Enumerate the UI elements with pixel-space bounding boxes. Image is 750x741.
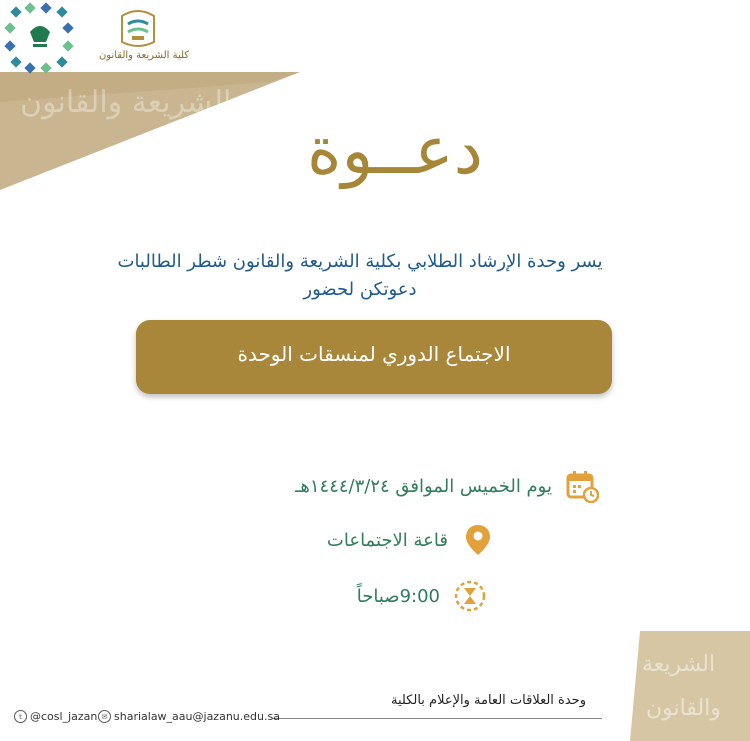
- event-date: يوم الخميس الموافق ١٤٤٤/٣/٢٤هـ: [295, 475, 552, 497]
- event-time: 9:00صباحاً: [356, 585, 440, 607]
- college-logo: [92, 6, 184, 72]
- vision-logo: [4, 2, 76, 74]
- footer-unit: وحدة العلاقات العامة والإعلام بالكلية: [390, 693, 586, 708]
- event-banner: [136, 320, 612, 394]
- footer-divider: [272, 718, 602, 719]
- twitter-handle: @cosl_jazan: [30, 710, 98, 723]
- email-address: sharialaw_aau@jazanu.edu.sa: [114, 710, 280, 723]
- svg-text:الشريعة والقانون: الشريعة والقانون: [20, 85, 232, 120]
- college-logo-text: كلية الشريعة والقانون: [98, 50, 190, 61]
- twitter-icon: t: [14, 710, 27, 723]
- event-place: قاعة الاجتماعات: [326, 529, 448, 551]
- calendar-clock-icon: [564, 468, 600, 504]
- decorative-bottom-band: [630, 631, 750, 741]
- invitation-title: دعــوة: [306, 112, 484, 189]
- time-row: [357, 578, 488, 614]
- intro-line-1: يسر وحدة الإرشاد الطلابي بكلية الشريعة والقانون شطر الطالبات: [117, 251, 603, 272]
- twitter-contact[interactable]: [14, 710, 97, 723]
- date-row: [295, 468, 600, 504]
- invitation-intro: [40, 248, 680, 304]
- svg-text:الشريعة: الشريعة: [642, 652, 716, 677]
- svg-text:والقانون: والقانون: [646, 696, 721, 721]
- email-contact[interactable]: [98, 710, 280, 723]
- place-row: [327, 522, 496, 558]
- mail-icon: ✉: [98, 710, 111, 723]
- event-name: الاجتماع الدوري لمنسقات الوحدة: [237, 342, 511, 366]
- intro-line-2: دعوتكن لحضور: [303, 279, 417, 300]
- location-pin-icon: [460, 522, 496, 558]
- hourglass-icon: [452, 578, 488, 614]
